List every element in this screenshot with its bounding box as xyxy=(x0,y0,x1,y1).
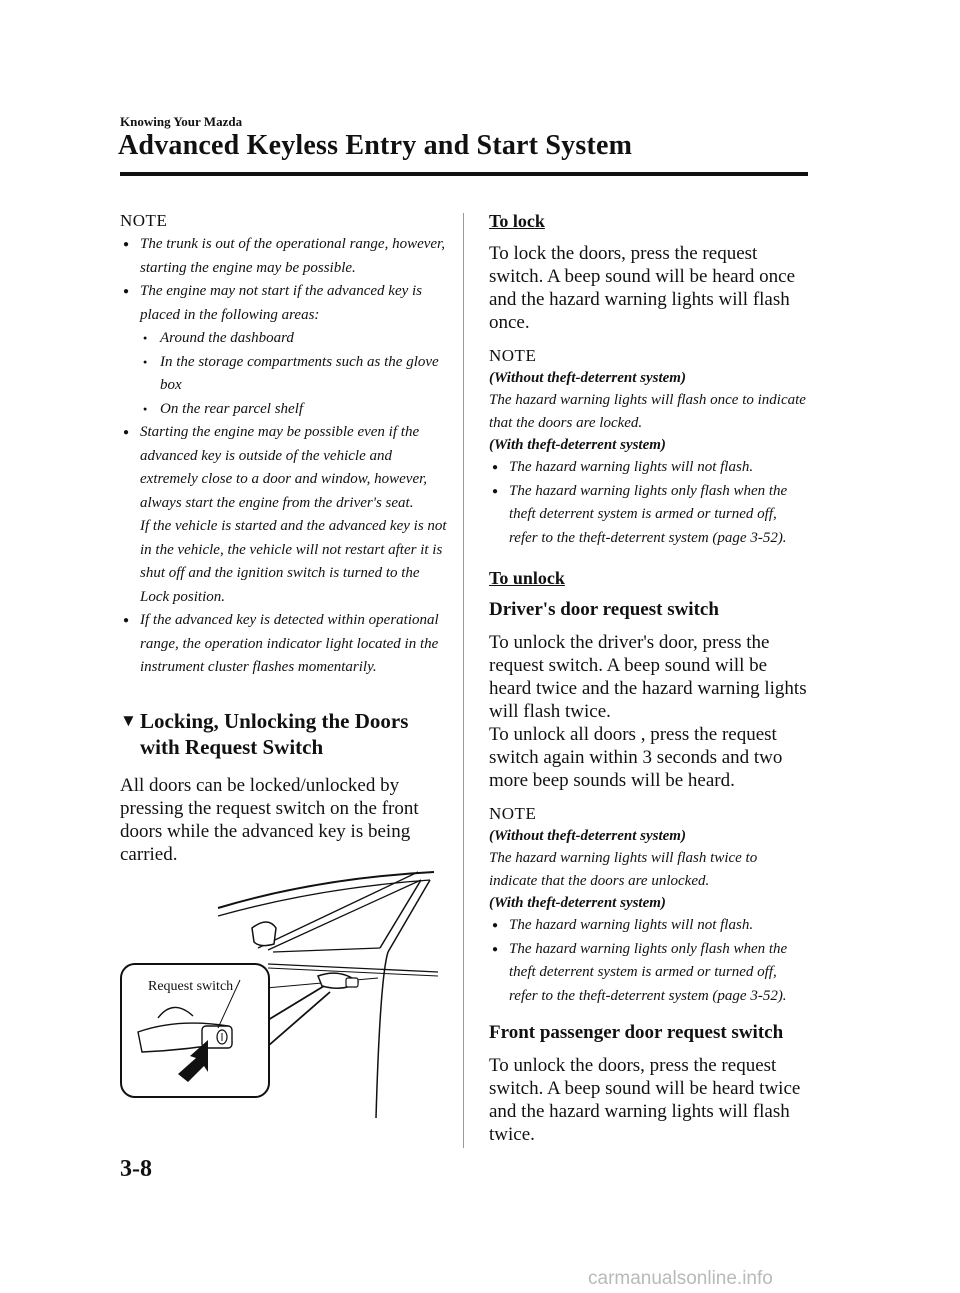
note-item: ● The engine may not start if the advanced key is placed in the following areas: ● Around the dashboard ● In the storage compartments such as the glove box ● On the rear parcel shelf xyxy=(120,280,450,421)
note-item: ● The trunk is out of the operational range, however, starting the engine may be possible. xyxy=(120,233,450,280)
condition-text: The hazard warning lights will flash once to indicate that the doors are locked. xyxy=(489,392,806,431)
note-list xyxy=(120,233,450,680)
note-item: ● Starting the engine may be possible even if the advanced key is outside of the vehicle and extremely close to a door and window, however, always start the engine from the driver's seat. If the vehicle is started and the advanced key is not in the vehicle, the vehicle will not restart after it is shut off and the ignition switch is turned to the Lock position. xyxy=(120,421,450,609)
watermark: carmanualsonline.info xyxy=(588,1268,773,1289)
note-sublist xyxy=(140,327,450,421)
condition-text: The hazard warning lights will flash twice to indicate that the doors are unlocked. xyxy=(489,850,758,889)
page-title: Advanced Keyless Entry and Start System xyxy=(118,130,633,161)
note-subitem: ● In the storage compartments such as the glove box xyxy=(140,351,450,398)
lock-body: To lock the doors, press the request switch. A beep sound will be heard once and the hazard warning lights will flash once. xyxy=(489,243,796,333)
note-subitem: ● Around the dashboard xyxy=(140,327,450,351)
page-number: 3-8 xyxy=(120,1156,152,1182)
figure-label: Request switch xyxy=(148,979,234,994)
note-item: ● The hazard warning lights only flash when the theft deterrent system is armed or turned off, refer to the theft-deterrent system (page 3-52). xyxy=(489,938,809,1009)
note-subitem: ● On the rear parcel shelf xyxy=(140,398,450,422)
column-divider xyxy=(463,213,464,1148)
condition-label: (Without theft-deterrent system) xyxy=(489,828,686,844)
condition-label: (With theft-deterrent system) xyxy=(489,895,666,911)
right-column xyxy=(489,211,809,1146)
section-heading: ▼ Locking, Unlocking the Doors with Request Switch xyxy=(120,708,409,759)
driver-door-body-2: To unlock all doors , press the request switch again within 3 seconds and two more beep sounds will be heard. xyxy=(489,724,783,791)
note-label: NOTE xyxy=(120,211,168,230)
lock-note-list xyxy=(489,456,809,550)
condition-label: (With theft-deterrent system) xyxy=(489,437,666,453)
note-label: NOTE xyxy=(489,804,537,823)
left-column xyxy=(120,211,450,866)
unlock-heading: To unlock xyxy=(489,568,565,588)
driver-door-heading: Driver's door request switch xyxy=(489,599,719,620)
section-body: All doors can be locked/unlocked by pressing the request switch on the front doors while the advanced key is being carried. xyxy=(120,774,419,865)
unlock-note-list xyxy=(489,914,809,1008)
lock-heading: To lock xyxy=(489,211,545,231)
note-item: ● If the advanced key is detected within operational range, the operation indicator light located in the instrument cluster flashes momentarily. xyxy=(120,609,450,680)
note-item: ● The hazard warning lights only flash when the theft deterrent system is armed or turned off, refer to the theft-deterrent system (page 3-52). xyxy=(489,480,809,551)
condition-label: (Without theft-deterrent system) xyxy=(489,370,686,386)
passenger-door-heading: Front passenger door request switch xyxy=(489,1022,784,1043)
note-label: NOTE xyxy=(489,346,537,365)
title-rule xyxy=(120,172,808,176)
chapter-label: Knowing Your Mazda xyxy=(120,114,243,129)
triangle-marker-icon: ▼ xyxy=(120,710,137,730)
note-item: ● The hazard warning lights will not flash. xyxy=(489,914,809,938)
note-item: ● The hazard warning lights will not flash. xyxy=(489,456,809,480)
passenger-door-body: To unlock the doors, press the request switch. A beep sound will be heard twice and the hazard warning lights will flash twice. xyxy=(489,1055,801,1145)
driver-door-body: To unlock the driver's door, press the request switch. A beep sound will be heard twice and the hazard warning lights will flash twice. xyxy=(489,632,807,722)
